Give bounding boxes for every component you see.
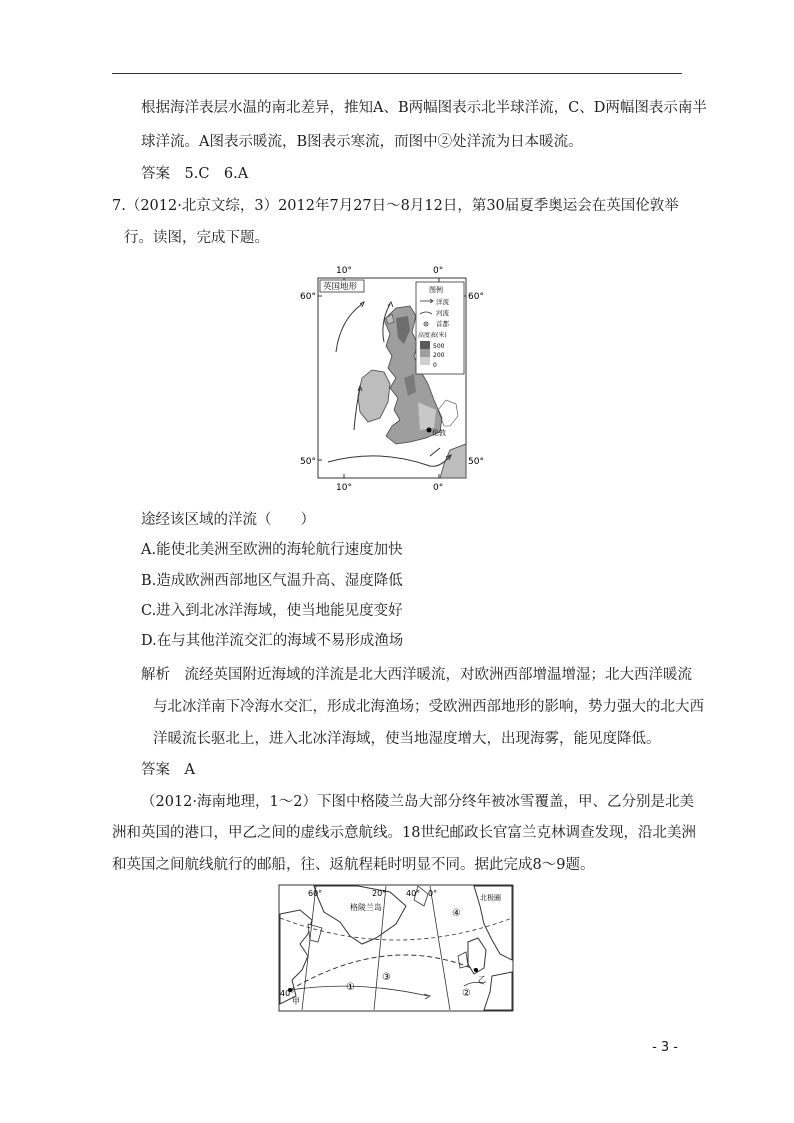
arctic-circle-label: 北极圈 [480, 894, 501, 902]
elev-swatch-mid [420, 349, 430, 357]
elev-swatch-low [420, 357, 430, 365]
passage-text: 洲和英国的港口，甲乙之间的虚线示意航线。18世纪邮政长官富兰克林调查发现，沿北美洲 [112, 825, 696, 841]
question-7-stem-cont: 行。读图，完成下题。 [124, 230, 269, 246]
analysis-text: 洋暖流长驱北上，进入北冰洋海域，使当地湿度增大，出现海雾，能见度降低。 [153, 731, 661, 747]
lat-label: 60° [468, 292, 484, 302]
legend-elevation-title: 高度表(米) [418, 332, 447, 339]
text-line: 球洋流。A图表示暖流，B图表示寒流，而图中②处洋流为日本暖流。 [141, 134, 583, 150]
header-rule [112, 73, 682, 74]
option-b: B.造成欧洲西部地区气温升高、湿度降低 [141, 573, 403, 589]
passage-text: （2012·海南地理，1～2）下图中格陵兰岛大部分终年被冰雪覆盖，甲、乙分别是北美 [141, 794, 694, 810]
elev-tick: 500 [433, 343, 445, 350]
greenland-label: 格陵兰岛 [350, 903, 382, 912]
lon-label: 60° [308, 889, 323, 898]
elev-tick: 0 [433, 362, 437, 369]
legend-current-label: 洋流 [436, 298, 449, 306]
lon-label: 0° [433, 483, 444, 492]
question-8-stem: 途经该区域的洋流（ ） [141, 512, 315, 528]
legend-title: 图例 [429, 286, 443, 294]
port-marker [474, 968, 478, 972]
elev-tick: 200 [433, 352, 445, 359]
north-atlantic-map [278, 884, 514, 1016]
page-number: - 3 - [652, 1040, 678, 1055]
city-label: 伦敦 [432, 429, 446, 437]
analysis-text: 解析 流经英国附近海域的洋流是北大西洋暖流，对欧洲西部增温增湿；北大西洋暖流 [141, 667, 692, 683]
option-c: C.进入到北冰洋海域，使当地能见度变好 [141, 603, 403, 619]
legend-capital-label: 首都 [436, 320, 449, 328]
lon-label: 0° [428, 889, 438, 898]
passage-text: 和英国之间航线航行的邮船，往、返航程耗时明显不同。据此完成8～9题。 [112, 857, 595, 873]
lat-label: 40° [280, 989, 295, 998]
option-d: D.在与其他洋流交汇的海域不易形成渔场 [141, 633, 404, 649]
map-title: 英国地形 [323, 282, 358, 292]
lon-label: 0° [433, 266, 444, 276]
marker-number: ④ [452, 908, 461, 919]
uk-terrain-map [300, 260, 490, 496]
port-label: 甲 [292, 997, 300, 1006]
answer-line: 答案 5.C 6.A [141, 166, 249, 182]
atlantic-map-svg [278, 884, 514, 1012]
elev-swatch-high [420, 341, 430, 349]
lat-label: 50° [468, 457, 484, 467]
text-line: 根据海洋表层水温的南北差异，推知A、B两幅图表示北半球洋流，C、D两幅图表示南半 [141, 100, 707, 116]
analysis-text: 与北冰洋南下冷海水交汇，形成北海渔场；受欧洲西部地形的影响，势力强大的北大西 [153, 699, 704, 715]
question-7-stem: 7.（2012·北京文综，3）2012年7月27日～8月12日，第30届夏季奥运会在英国伦敦举 [112, 198, 679, 214]
lat-label: 50° [300, 457, 316, 467]
lon-label: 10° [336, 483, 352, 492]
answer-line: 答案 A [141, 762, 195, 778]
legend-river-label: 河流 [436, 309, 449, 317]
lat-label: 60° [300, 292, 316, 302]
marker-number: ③ [382, 972, 391, 983]
lon-label: 10° [336, 266, 352, 276]
uk-map-svg [300, 260, 490, 492]
capital-marker [427, 428, 432, 433]
lon-label: 40° [406, 889, 421, 898]
port-label: 乙 [478, 975, 486, 984]
marker-number: ② [462, 988, 471, 999]
option-a: A.能使北美洲至欧洲的海轮航行速度加快 [141, 542, 403, 558]
marker-number: ① [346, 982, 355, 993]
lon-label: 20° [372, 889, 387, 898]
